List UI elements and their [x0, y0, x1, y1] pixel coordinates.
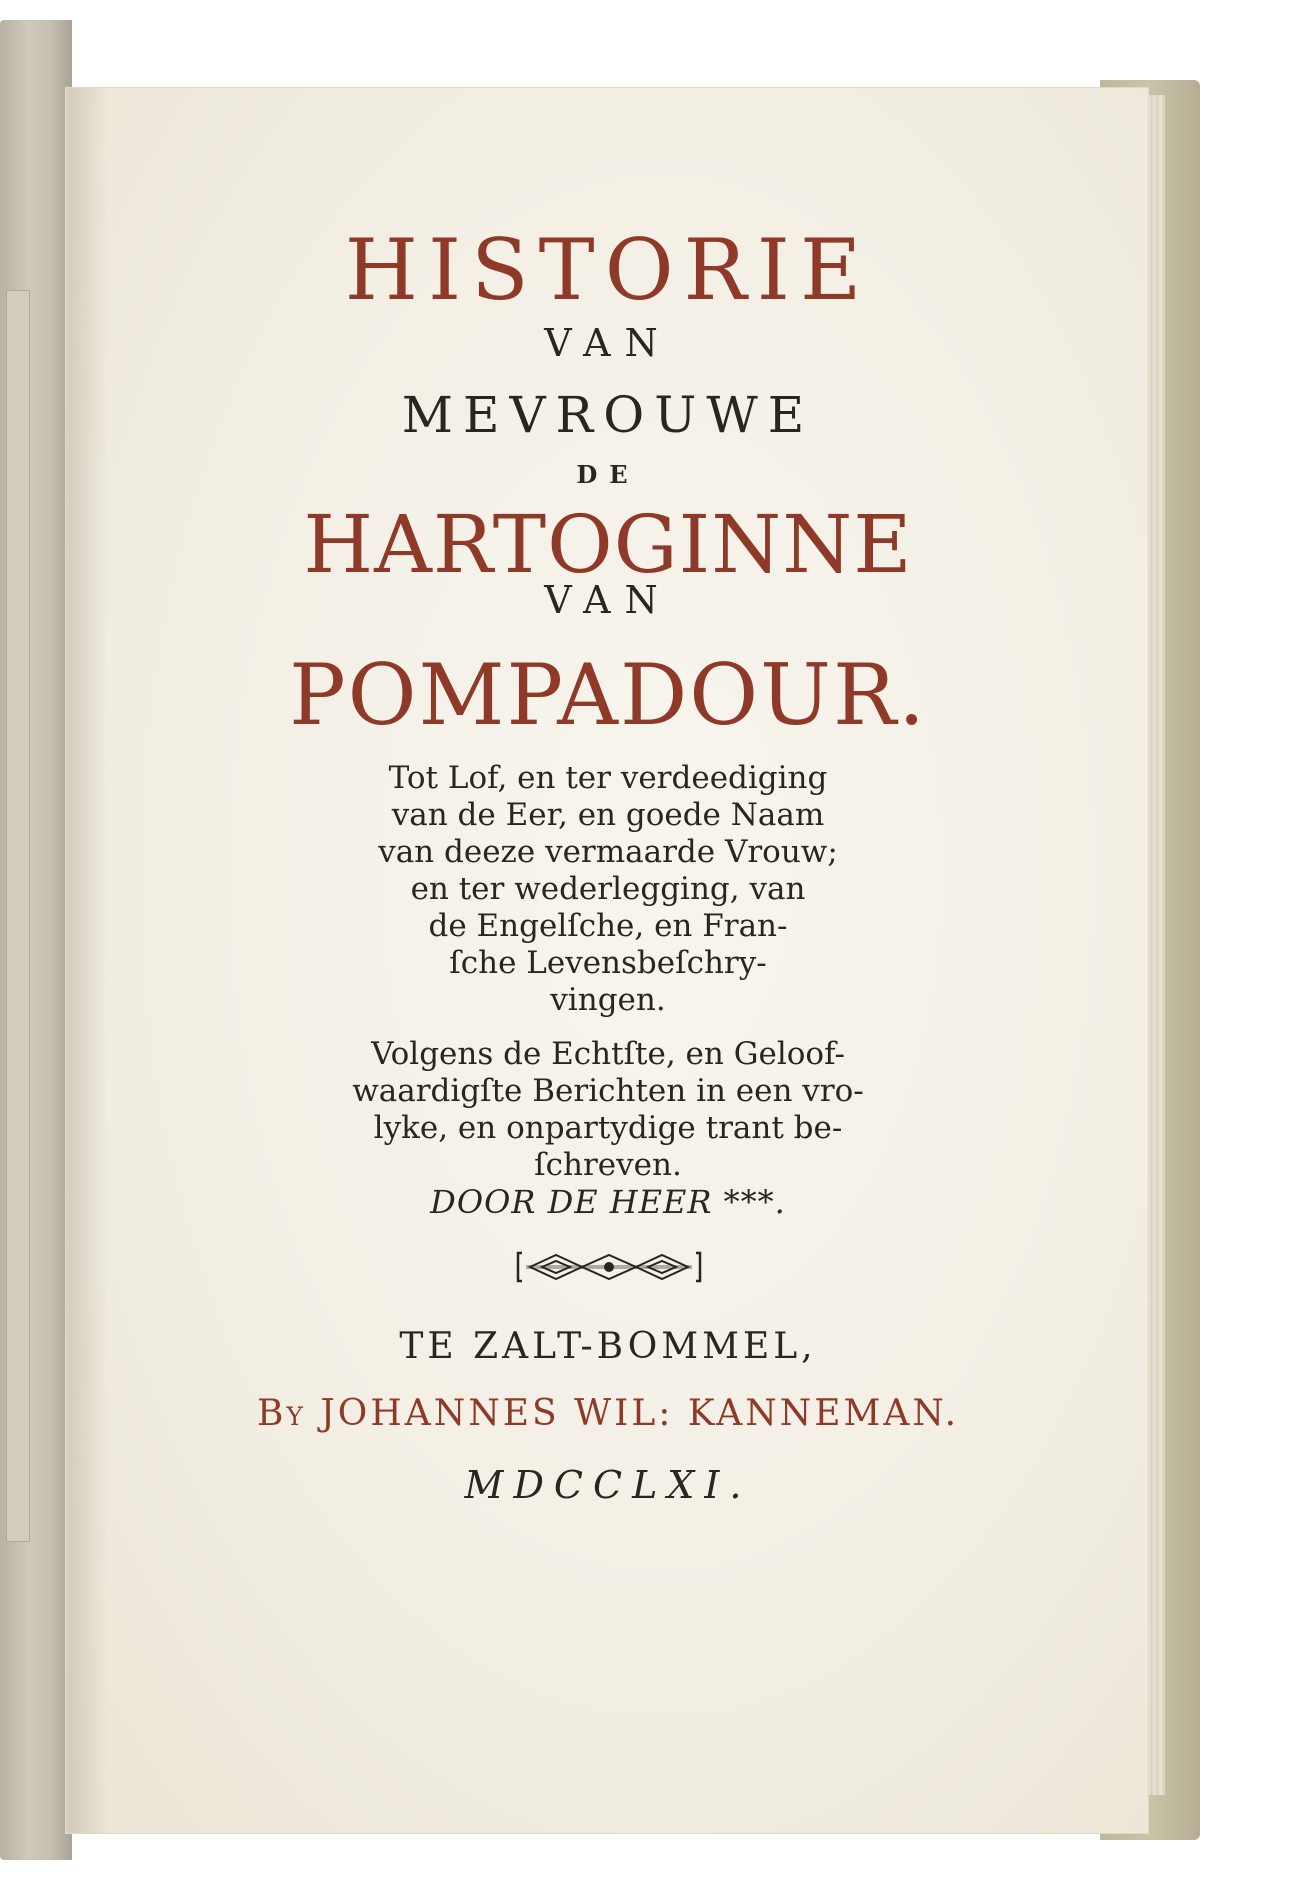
description-line: waardigſte Berichten in een vro-: [352, 1073, 864, 1109]
board-endpaper: [6, 290, 30, 1542]
description-line: lyke, en onpartydige trant be-: [373, 1110, 843, 1146]
subtitle-line: van deeze vermaarde Vrouw;: [378, 834, 838, 870]
title-line-mevrouwe: MEVROUWE: [401, 386, 815, 444]
subtitle-block: [68, 760, 1148, 1019]
title-line-van-1: VAN: [544, 321, 672, 365]
description-line: Volgens de Echtſte, en Geloof-: [371, 1036, 845, 1072]
title-page: [66, 88, 1148, 1833]
title-line-hartoginne: HARTOGINNE: [303, 498, 913, 591]
subtitle-line: de Engelſche, en Fran-: [428, 908, 788, 944]
subtitle-line: vingen.: [550, 982, 666, 1018]
description-line: ſchreven.: [534, 1147, 682, 1183]
printers-ornament-icon: [516, 1250, 702, 1284]
front-board: [0, 20, 72, 1860]
imprint-year: MDCCLXI.: [464, 1463, 752, 1507]
title-line-pompadour: POMPADOUR.: [289, 646, 927, 744]
author-line: DOOR DE HEER ***.: [430, 1183, 786, 1221]
imprint-place: TE ZALT-BOMMEL,: [399, 1326, 817, 1367]
title-line-de: DE: [576, 460, 640, 489]
title-line-van-2: VAN: [544, 578, 672, 622]
subtitle-line: ſche Levensbeſchry-: [449, 945, 767, 981]
subtitle-line: Tot Lof, en ter verdeediging: [388, 760, 828, 796]
description-block: [68, 1036, 1148, 1184]
title-line-historie: HISTORIE: [344, 221, 872, 319]
imprint-printer: By JOHANNES WIL: KANNEMAN.: [256, 1393, 960, 1434]
subtitle-line: en ter wederlegging, van: [410, 871, 806, 907]
subtitle-line: van de Eer, en goede Naam: [391, 797, 825, 833]
title-page-content: [68, 88, 1148, 1833]
